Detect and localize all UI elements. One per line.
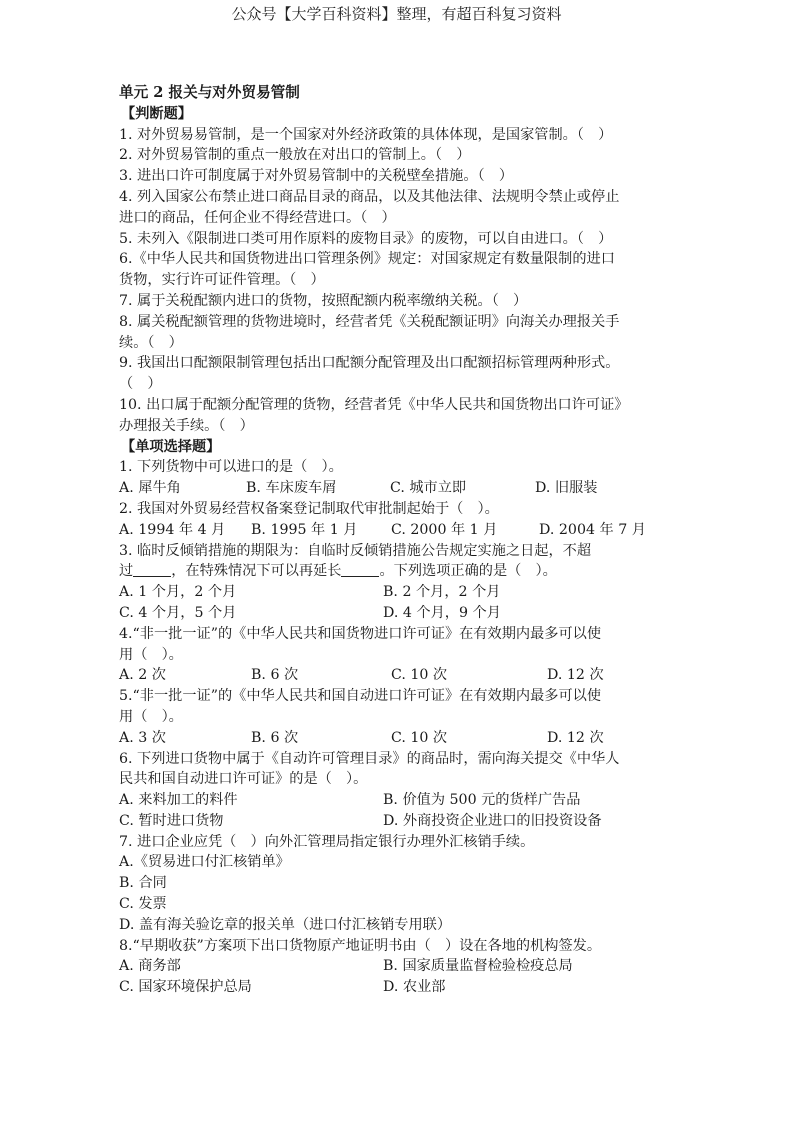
judgment-question-8-line-2: 续。（ ） <box>119 334 183 351</box>
option-c: C. 2000 年 1 月 <box>391 521 498 538</box>
page-header: 公众号【大学百科资料】整理，有超百科复习资料 <box>231 5 562 23</box>
question-2-options <box>119 520 689 541</box>
option-b: B. 1995 年 1 月 <box>251 521 358 538</box>
question-3-options-row-2 <box>119 603 689 624</box>
judgment-question-6-line-2: 货物，实行许可证件管理。（ ） <box>119 272 325 289</box>
option-a: A. 来料加工的料件 <box>119 792 238 809</box>
section-single-choice-heading: 【单项选择题】 <box>121 438 221 455</box>
judgment-question-8-line-1: 8. 属关税配额管理的货物进境时，经营者凭《关税配额证明》向海关办理报关手 <box>119 313 620 330</box>
question-3-options-row-1 <box>119 582 689 603</box>
option-d: D. 旧服装 <box>535 480 598 497</box>
option-d: D. 农业部 <box>383 979 446 996</box>
judgment-question-7: 7. 属于关税配额内进口的货物，按照配额内税率缴纳关税。（ ） <box>119 292 528 309</box>
option-c: C. 4 个月，5 个月 <box>119 604 237 621</box>
option-a: A. 1 个月，2 个月 <box>119 584 237 601</box>
question-4-line-2: 用（ ）。 <box>119 646 183 663</box>
document-body <box>119 83 689 998</box>
option-c: C. 发票 <box>119 896 167 913</box>
question-5-options <box>119 728 689 749</box>
option-b: B. 2 个月，2 个月 <box>383 584 501 601</box>
option-c: C. 10 次 <box>391 729 448 746</box>
question-6-options-row-1 <box>119 790 689 811</box>
option-a: A. 犀牛角 <box>119 480 181 497</box>
unit-title: 单元 2 报关与对外贸易管制 <box>119 84 300 101</box>
question-3-line-2 <box>119 561 689 582</box>
option-d: D. 盖有海关验讫章的报关单（进口付汇核销专用联） <box>119 916 452 933</box>
question-4-options <box>119 665 689 686</box>
section-judgment-heading: 【判断题】 <box>121 105 192 122</box>
judgment-question-4-line-2: 进口的商品，任何企业不得经营进口。（ ） <box>119 209 396 226</box>
option-a: A.《贸易进口付汇核销单》 <box>119 854 290 871</box>
option-a: A. 商务部 <box>119 958 181 975</box>
option-c: C. 暂时进口货物 <box>119 812 224 829</box>
option-c: C. 国家环境保护总局 <box>119 979 252 996</box>
judgment-question-4-line-1: 4. 列入国家公布禁止进口商品目录的商品，以及其他法律、法规明令禁止或停止 <box>119 188 620 205</box>
question-3-text-c: 。下列选项正确的是（ ）。 <box>379 563 557 580</box>
judgment-list <box>119 125 689 437</box>
judgment-question-1: 1. 对外贸易易管制，是一个国家对外经济政策的具体体现，是国家管制。（ ） <box>119 126 613 143</box>
question-3-text-b: ，在特殊情况下可以再延长 <box>171 563 342 580</box>
option-b: B. 6 次 <box>251 729 299 746</box>
question-1: 1. 下列货物中可以进口的是（ ）。 <box>119 459 343 476</box>
judgment-question-5: 5. 未列入《限制进口类可用作原料的废物目录》的废物，可以自由进口。（ ） <box>119 230 613 247</box>
judgment-question-2: 2. 对外贸易管制的重点一般放在对出口的管制上。（ ） <box>119 147 471 164</box>
option-d: D. 12 次 <box>547 729 604 746</box>
judgment-question-9-line-1: 9. 我国出口配额限制管理包括出口配额分配管理及出口配额招标管理两种形式。 <box>119 355 620 372</box>
question-5-line-1: 5.“非一批一证”的《中华人民共和国自动进口许可证》在有效期内最多可以使 <box>119 688 602 705</box>
question-8-options-row-2 <box>119 977 689 998</box>
option-d: D. 外商投资企业进口的旧投资设备 <box>383 812 602 829</box>
option-d: D. 12 次 <box>547 667 604 684</box>
question-7: 7. 进口企业应凭（ ）向外汇管理局指定银行办理外汇核销手续。 <box>119 833 535 850</box>
option-b: B. 合同 <box>119 875 167 892</box>
option-b: B. 价值为 500 元的货样广告品 <box>383 792 581 809</box>
option-a: A. 2 次 <box>119 667 166 684</box>
option-b: B. 国家质量监督检验检疫总局 <box>383 958 573 975</box>
question-6-line-1: 6. 下列进口货物中属于《自动许可管理目录》的商品时，需向海关提交《中华人 <box>119 750 620 767</box>
judgment-question-10-line-2: 办理报关手续。（ ） <box>119 417 254 434</box>
question-8: 8.“早期收获”方案项下出口货物原产地证明书由（ ）设在各地的机构签发。 <box>119 937 602 954</box>
judgment-question-10-line-1: 10. 出口属于配额分配管理的货物，经营者凭《中华人民共和国货物出口许可证》 <box>119 396 629 413</box>
answer-blank-1 <box>133 562 171 577</box>
question-1-options <box>119 478 689 499</box>
question-6-line-2: 民共和国自动进口许可证》的是（ ）。 <box>119 771 368 788</box>
option-d: D. 2004 年 7 月 <box>539 521 646 538</box>
judgment-question-6-line-1: 6.《中华人民共和国货物进出口管理条例》规定：对国家规定有数量限制的进口 <box>119 251 615 268</box>
question-2: 2. 我国对外贸易经营权备案登记制取代审批制起始于（ ）。 <box>119 500 499 517</box>
question-5-line-2: 用（ ）。 <box>119 708 183 725</box>
question-3-text-a: 过 <box>119 563 134 580</box>
question-3-line-1: 3. 临时反倾销措施的期限为：自临时反倾销措施公告规定实施之日起，不超 <box>119 542 592 559</box>
question-6-options-row-2 <box>119 811 689 832</box>
option-c: C. 10 次 <box>391 667 448 684</box>
question-8-options-row-1 <box>119 956 689 977</box>
judgment-question-3: 3. 进出口许可制度属于对外贸易管制中的关税壁垒措施。（ ） <box>119 168 514 185</box>
option-d: D. 4 个月，9 个月 <box>383 604 501 621</box>
option-a: A. 3 次 <box>119 729 166 746</box>
answer-blank-2 <box>341 562 379 577</box>
option-a: A. 1994 年 4 月 <box>119 521 226 538</box>
option-b: B. 6 次 <box>251 667 299 684</box>
option-b: B. 车床废车屑 <box>246 480 337 497</box>
question-4-line-1: 4.“非一批一证”的《中华人民共和国货物进口许可证》在有效期内最多可以使 <box>119 625 602 642</box>
option-c: C. 城市立即 <box>390 480 467 497</box>
judgment-question-9-line-2: （ ） <box>119 376 162 393</box>
